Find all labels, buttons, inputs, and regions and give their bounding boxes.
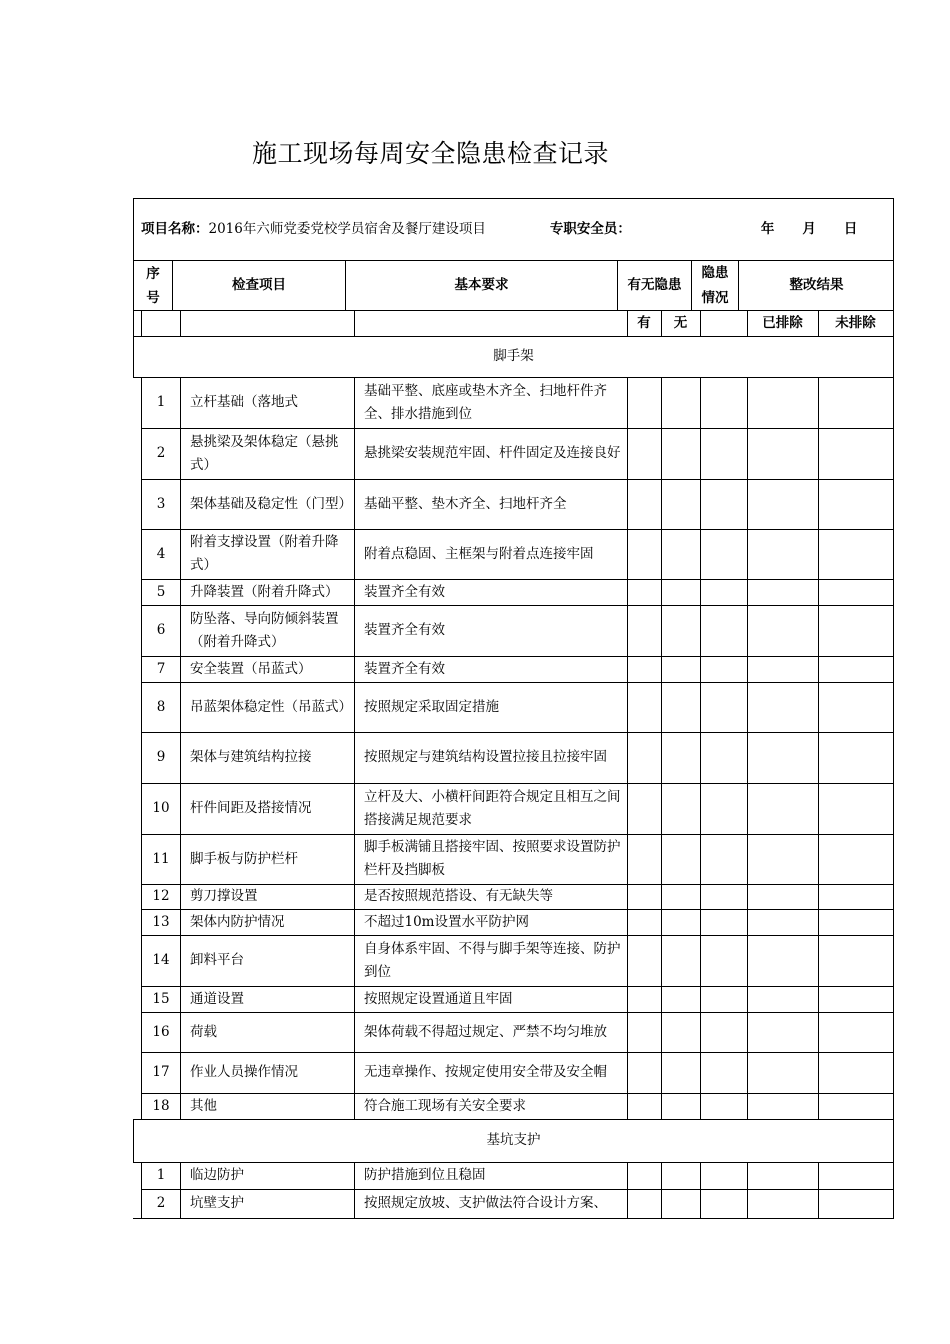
row-rule — [700, 579, 701, 605]
header-item: 检查项目 — [232, 277, 286, 293]
row-rule — [627, 834, 628, 884]
row-seq: 7 — [156, 660, 166, 677]
row-rule — [747, 909, 748, 935]
row-rule — [700, 909, 701, 935]
row-requirement: 按照规定与建筑结构设置拉接且拉接牢固 — [364, 749, 607, 765]
row-rule — [661, 605, 662, 656]
header-yes: 有 — [637, 315, 651, 331]
row-requirement: 基础平整、底座或垫木齐全、扫地杆件齐全、排水措施到位 — [364, 382, 607, 422]
row-check-item: 通道设置 — [190, 990, 244, 1007]
header-hazard: 有无隐患 — [627, 277, 682, 293]
row-requirement: 装置齐全有效 — [364, 660, 445, 677]
row-rule — [627, 579, 628, 605]
row-requirement: 无违章操作、按规定使用安全带及安全帽 — [364, 1064, 607, 1080]
row-rule — [818, 579, 819, 605]
row-seq: 1 — [156, 394, 166, 410]
row-rule — [700, 884, 701, 909]
row-rule — [700, 377, 701, 428]
subheader-rule — [141, 311, 142, 336]
project-name: 2016年六师党委党校学员宿舍及餐厅建设项目 — [208, 220, 486, 237]
row-rule — [627, 682, 628, 732]
header-seq: 序号 — [146, 265, 160, 306]
date-year: 年 — [760, 220, 775, 237]
row-rule — [627, 1189, 628, 1218]
row-seq: 3 — [156, 495, 166, 512]
row-rule — [747, 732, 748, 783]
row-rule — [747, 428, 748, 479]
row-rule — [818, 935, 819, 986]
row-rule — [661, 479, 662, 529]
row-rule — [627, 377, 628, 428]
row-rule — [818, 1162, 819, 1189]
row-rule — [747, 1189, 748, 1218]
row-rule — [661, 1012, 662, 1052]
row-rule — [700, 682, 701, 732]
row-rule — [818, 884, 819, 909]
row-seq: 1 — [156, 1167, 166, 1183]
row-rule — [747, 605, 748, 656]
row-requirement: 符合施工现场有关安全要求 — [364, 1097, 526, 1114]
row-rule — [661, 1189, 662, 1218]
header-rectify: 整改结果 — [789, 277, 844, 293]
safety-officer-label: 专职安全员： — [549, 220, 631, 237]
frame-right — [893, 198, 894, 1219]
row-check-item: 防坠落、导向防倾斜装置（附着升降式） — [190, 610, 339, 650]
row-rule — [700, 1052, 701, 1093]
row-rule — [700, 605, 701, 656]
row-rule — [661, 834, 662, 884]
row-seq: 8 — [156, 698, 166, 715]
row-check-item: 架体与建筑结构拉接 — [190, 749, 312, 765]
row-requirement: 是否按照规范搭设、有无缺失等 — [364, 888, 553, 904]
row-check-item: 脚手板与防护栏杆 — [190, 850, 298, 867]
table-bottom-rule — [133, 1218, 894, 1219]
row-rule — [700, 1093, 701, 1119]
row-requirement: 装置齐全有效 — [364, 583, 445, 600]
row-rule — [747, 783, 748, 834]
row-check-item: 其他 — [190, 1097, 217, 1114]
row-rule — [818, 1093, 819, 1119]
row-rule — [661, 682, 662, 732]
row-rule — [661, 579, 662, 605]
row-check-item: 升降装置（附着升降式） — [190, 583, 339, 600]
row-rule — [818, 783, 819, 834]
row-rule — [747, 1162, 748, 1189]
row-rule — [747, 1052, 748, 1093]
row-rule — [700, 479, 701, 529]
row-rule — [700, 529, 701, 579]
row-rule — [700, 1162, 701, 1189]
row-requirement: 按照规定设置通道且牢固 — [364, 990, 513, 1007]
row-check-item: 吊蓝架体稳定性（吊蓝式） — [190, 698, 352, 715]
row-rule — [700, 783, 701, 834]
date-day: 日 — [843, 220, 858, 237]
row-check-item: 立杆基础（落地式 — [190, 394, 298, 410]
row-rule — [661, 935, 662, 986]
row-rule — [661, 1162, 662, 1189]
header-not-fixed: 未排除 — [835, 315, 876, 331]
row-check-item: 坑壁支护 — [190, 1195, 244, 1211]
row-requirement: 按照规定放坡、支护做法符合设计方案、 — [364, 1195, 607, 1211]
row-seq: 2 — [156, 445, 166, 461]
subheader-rule — [180, 311, 181, 336]
row-rule — [661, 656, 662, 682]
date-month: 月 — [802, 220, 816, 237]
header-no: 无 — [673, 315, 688, 331]
row-rule — [661, 909, 662, 935]
row-rule — [627, 1012, 628, 1052]
row-seq: 9 — [156, 749, 166, 765]
row-rule — [818, 986, 819, 1012]
row-rule — [818, 1052, 819, 1093]
row-rule — [818, 909, 819, 935]
row-requirement: 基础平整、垫木齐全、扫地杆齐全 — [364, 495, 567, 512]
row-rule — [627, 656, 628, 682]
row-requirement: 悬挑梁安装规范牢固、杆件固定及连接良好 — [364, 445, 621, 461]
row-seq: 2 — [156, 1195, 166, 1211]
row-requirement: 附着点稳固、主框架与附着点连接牢固 — [364, 545, 594, 562]
row-seq: 6 — [156, 622, 166, 638]
row-seq: 13 — [152, 913, 170, 930]
row-rule — [700, 428, 701, 479]
row-rule — [627, 1052, 628, 1093]
row-rule — [627, 935, 628, 986]
row-seq: 10 — [152, 800, 170, 816]
row-rule — [818, 1012, 819, 1052]
row-requirement: 架体荷载不得超过规定、严禁不均匀堆放 — [364, 1023, 607, 1040]
row-check-item: 作业人员操作情况 — [190, 1064, 298, 1080]
row-seq: 12 — [152, 888, 170, 904]
row-seq: 5 — [156, 583, 166, 600]
row-requirement: 防护措施到位且稳固 — [364, 1167, 486, 1183]
row-check-item: 安全装置（吊蓝式） — [190, 660, 312, 677]
row-rule — [818, 428, 819, 479]
row-rule — [747, 986, 748, 1012]
row-rule — [700, 834, 701, 884]
row-seq: 17 — [152, 1064, 170, 1080]
row-rule — [627, 909, 628, 935]
row-rule — [661, 732, 662, 783]
subheader-rule — [354, 311, 355, 336]
row-rule — [627, 732, 628, 783]
row-check-item: 悬挑梁及架体稳定（悬挑式） — [190, 433, 339, 473]
row-rule — [627, 479, 628, 529]
row-rule — [747, 656, 748, 682]
row-rule — [661, 783, 662, 834]
row-rule — [661, 1093, 662, 1119]
row-rule — [661, 529, 662, 579]
project-info-row — [141, 216, 886, 242]
row-rule — [818, 1189, 819, 1218]
row-rule — [627, 783, 628, 834]
row-rule — [818, 377, 819, 428]
row-rule — [627, 1093, 628, 1119]
page-title: 施工现场每周安全隐患检查记录 — [252, 139, 610, 168]
row-check-item: 临边防护 — [190, 1167, 244, 1183]
row-check-item: 架体内防护情况 — [190, 913, 285, 930]
row-rule — [661, 428, 662, 479]
row-rule — [818, 834, 819, 884]
row-seq: 4 — [156, 545, 166, 562]
row-rule — [818, 605, 819, 656]
subheader-rule — [700, 311, 701, 336]
row-rule — [747, 834, 748, 884]
row-requirement: 脚手板满铺且搭接牢固、按照要求设置防护栏杆及挡脚板 — [364, 839, 621, 878]
row-rule — [661, 377, 662, 428]
row-rule — [627, 986, 628, 1012]
row-rule — [818, 479, 819, 529]
row-rule — [700, 732, 701, 783]
row-rule — [818, 656, 819, 682]
row-rule — [700, 986, 701, 1012]
row-rule — [700, 935, 701, 986]
row-requirement: 不超过10m设置水平防护网 — [364, 913, 529, 930]
row-rule — [627, 428, 628, 479]
row-rule — [747, 377, 748, 428]
project-label: 项目名称： — [141, 220, 209, 237]
header-hazard-status: 隐患情况 — [701, 264, 729, 306]
row-seq: 14 — [152, 952, 170, 968]
row-rule — [747, 579, 748, 605]
row-check-item: 杆件间距及搭接情况 — [190, 800, 312, 816]
row-seq: 18 — [152, 1097, 170, 1114]
row-rule — [818, 682, 819, 732]
row-rule — [700, 656, 701, 682]
row-check-item: 卸料平台 — [190, 952, 244, 968]
row-rule — [747, 1093, 748, 1119]
row-rule — [661, 986, 662, 1012]
row-rule — [700, 1012, 701, 1052]
header-requirement: 基本要求 — [454, 277, 509, 293]
row-seq: 15 — [152, 990, 170, 1007]
section-title: 脚手架 — [493, 348, 534, 364]
row-seq: 16 — [152, 1023, 170, 1040]
row-rule — [747, 479, 748, 529]
row-requirement: 自身体系牢固、不得与脚手架等连接、防护到位 — [364, 940, 621, 980]
row-rule — [700, 1189, 701, 1218]
row-requirement: 按照规定采取固定措施 — [364, 698, 499, 715]
row-rule — [747, 884, 748, 909]
row-rule — [818, 529, 819, 579]
row-rule — [627, 1162, 628, 1189]
row-rule — [661, 884, 662, 909]
row-rule — [818, 732, 819, 783]
header-fixed: 已排除 — [762, 315, 803, 331]
section-title: 基坑支护 — [486, 1132, 541, 1148]
row-check-item: 附着支撑设置（附着升降式） — [190, 534, 339, 573]
row-check-item: 荷载 — [190, 1023, 217, 1040]
row-rule — [747, 529, 748, 579]
row-check-item: 架体基础及稳定性（门型） — [190, 495, 352, 512]
row-requirement: 装置齐全有效 — [364, 622, 445, 638]
row-requirement: 立杆及大、小横杆间距符合规定且相互之间搭接满足规范要求 — [364, 788, 621, 828]
row-check-item: 剪刀撑设置 — [190, 888, 258, 904]
row-rule — [627, 884, 628, 909]
row-rule — [627, 605, 628, 656]
row-rule — [661, 1052, 662, 1093]
row-rule — [747, 1012, 748, 1052]
frame-top — [133, 198, 894, 199]
row-rule — [627, 529, 628, 579]
row-seq: 11 — [152, 850, 170, 867]
row-rule — [747, 682, 748, 732]
row-rule — [747, 935, 748, 986]
